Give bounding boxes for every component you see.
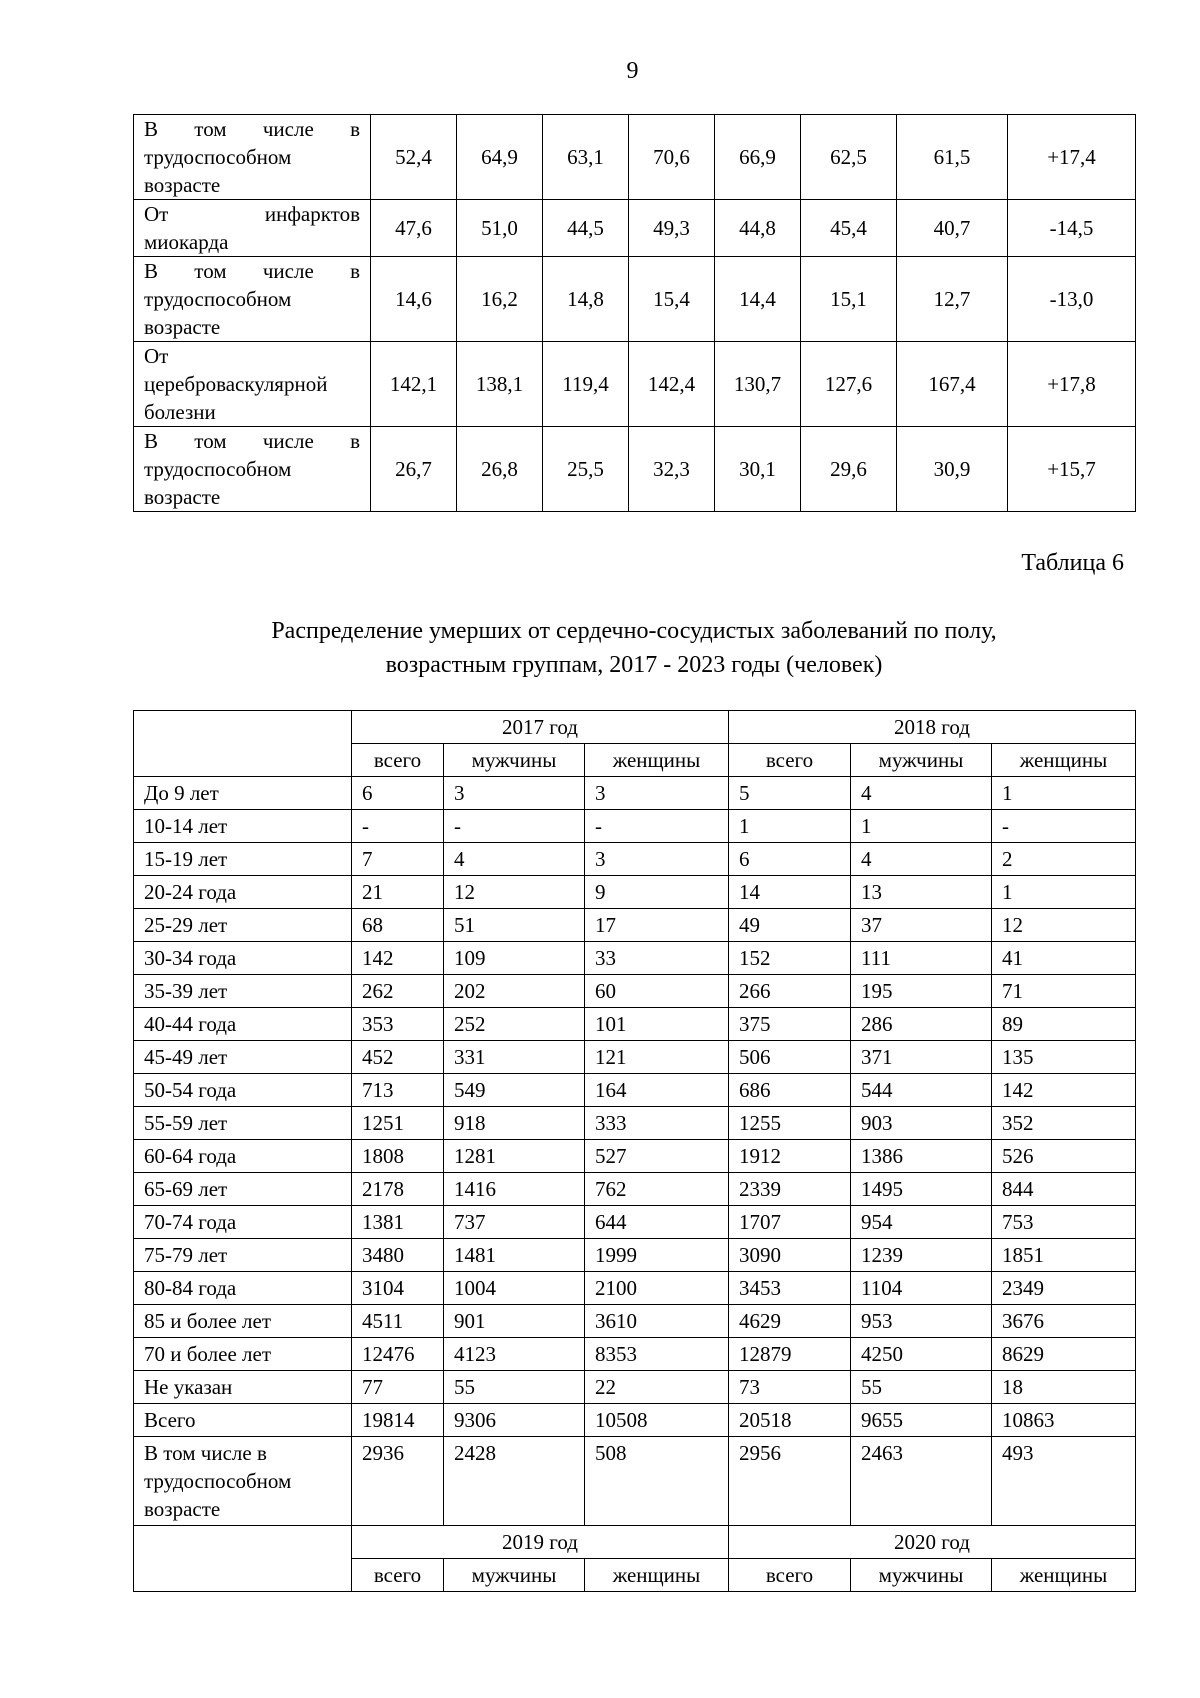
value-cell: 40,7 — [897, 200, 1008, 257]
value-cell: 14,4 — [715, 257, 801, 342]
table-row — [134, 1206, 1136, 1239]
table-row — [134, 1074, 1136, 1107]
value-cell: 526 — [992, 1140, 1136, 1173]
value-cell: 30,9 — [897, 427, 1008, 512]
value-cell: 9 — [585, 876, 729, 909]
row-label-line — [144, 455, 360, 483]
value-cell: 252 — [444, 1008, 585, 1041]
value-cell: 903 — [851, 1107, 992, 1140]
value-cell: 13 — [851, 876, 992, 909]
age-group-cell: 50-54 года — [134, 1074, 352, 1107]
year-header: 2017 год — [352, 711, 729, 744]
value-cell: 10508 — [585, 1404, 729, 1437]
row-label-word: цереброваскулярной — [144, 372, 328, 396]
table-row — [134, 1239, 1136, 1272]
age-group-cell: До 9 лет — [134, 777, 352, 810]
value-cell: 111 — [851, 942, 992, 975]
value-cell: 4 — [444, 843, 585, 876]
row-label-line — [144, 171, 360, 199]
row-label-line — [144, 398, 360, 426]
value-cell: 686 — [729, 1074, 851, 1107]
row-label-word: том — [194, 259, 227, 283]
table-row — [134, 843, 1136, 876]
row-label-word: От — [144, 202, 169, 226]
value-cell: 101 — [585, 1008, 729, 1041]
row-label-word: миокарда — [144, 230, 229, 254]
value-cell: 1 — [992, 777, 1136, 810]
age-group-cell: 10-14 лет — [134, 810, 352, 843]
value-cell: 68 — [352, 909, 444, 942]
value-cell: 5 — [729, 777, 851, 810]
value-cell: +17,8 — [1008, 342, 1136, 427]
value-cell: 49,3 — [629, 200, 715, 257]
value-cell: 8353 — [585, 1338, 729, 1371]
value-cell: +15,7 — [1008, 427, 1136, 512]
value-cell: 3 — [585, 843, 729, 876]
value-cell: 954 — [851, 1206, 992, 1239]
age-group-cell: 70 и более лет — [134, 1338, 352, 1371]
age-group-cell: 40-44 года — [134, 1008, 352, 1041]
value-cell: 14,6 — [371, 257, 457, 342]
table-row — [134, 810, 1136, 843]
value-cell: 1808 — [352, 1140, 444, 1173]
value-cell: 4123 — [444, 1338, 585, 1371]
value-cell: 1 — [729, 810, 851, 843]
value-cell: 51 — [444, 909, 585, 942]
header-corner-cell — [134, 1526, 352, 1592]
row-label-line — [144, 427, 360, 455]
value-cell: 14 — [729, 876, 851, 909]
value-cell: 3090 — [729, 1239, 851, 1272]
value-cell: 7 — [352, 843, 444, 876]
row-label-word: числе — [262, 117, 314, 141]
value-cell: 8629 — [992, 1338, 1136, 1371]
value-cell: 1999 — [585, 1239, 729, 1272]
value-cell: 71 — [992, 975, 1136, 1008]
row-label-word: В — [144, 259, 159, 283]
row-label-line — [144, 200, 360, 228]
value-cell: 32,3 — [629, 427, 715, 512]
subheader-cell: женщины — [992, 744, 1136, 777]
value-cell: 12879 — [729, 1338, 851, 1371]
subheader-cell: всего — [352, 1559, 444, 1592]
row-label-cell — [134, 115, 371, 200]
row-label-word: числе — [262, 259, 314, 283]
subheader-cell: мужчины — [444, 1559, 585, 1592]
value-cell: 1416 — [444, 1173, 585, 1206]
row-label-word: возрасте — [144, 173, 221, 197]
value-cell: 3676 — [992, 1305, 1136, 1338]
header-corner-cell — [134, 711, 352, 777]
table-row — [134, 975, 1136, 1008]
age-group-cell: 45-49 лет — [134, 1041, 352, 1074]
row-label-word: в — [350, 259, 360, 283]
value-cell: 331 — [444, 1041, 585, 1074]
table-title-line: возрастным группам, 2017 - 2023 годы (человек) — [385, 652, 883, 678]
value-cell: 1251 — [352, 1107, 444, 1140]
value-cell: 61,5 — [897, 115, 1008, 200]
row-label-word: в — [350, 117, 360, 141]
year-header: 2020 год — [729, 1526, 1136, 1559]
subheader-cell: всего — [352, 744, 444, 777]
age-group-cell: 25-29 лет — [134, 909, 352, 942]
value-cell: 44,5 — [543, 200, 629, 257]
value-cell: 37 — [851, 909, 992, 942]
value-cell: 6 — [352, 777, 444, 810]
row-label-word: В — [144, 117, 159, 141]
table-row — [134, 115, 1136, 200]
value-cell: 1104 — [851, 1272, 992, 1305]
value-cell: 15,1 — [801, 257, 897, 342]
value-cell: - — [352, 810, 444, 843]
value-cell: 26,7 — [371, 427, 457, 512]
value-cell: +17,4 — [1008, 115, 1136, 200]
value-cell: 4629 — [729, 1305, 851, 1338]
value-cell: 452 — [352, 1041, 444, 1074]
value-cell: 508 — [585, 1437, 729, 1526]
value-cell: 1004 — [444, 1272, 585, 1305]
table-row — [134, 1140, 1136, 1173]
value-cell: 1255 — [729, 1107, 851, 1140]
table-row — [134, 1107, 1136, 1140]
value-cell: - — [444, 810, 585, 843]
row-label-word: трудоспособном — [144, 287, 292, 311]
value-cell: 63,1 — [543, 115, 629, 200]
value-cell: 20518 — [729, 1404, 851, 1437]
value-cell: 2428 — [444, 1437, 585, 1526]
value-cell: 4511 — [352, 1305, 444, 1338]
value-cell: 1851 — [992, 1239, 1136, 1272]
value-cell: 60 — [585, 975, 729, 1008]
table-row — [134, 1371, 1136, 1404]
value-cell: 47,6 — [371, 200, 457, 257]
row-label-word: инфарктов — [264, 202, 360, 226]
value-cell: 644 — [585, 1206, 729, 1239]
value-cell: 844 — [992, 1173, 1136, 1206]
value-cell: 142 — [992, 1074, 1136, 1107]
value-cell: 167,4 — [897, 342, 1008, 427]
value-cell: 55 — [851, 1371, 992, 1404]
row-label-cell — [134, 427, 371, 512]
value-cell: 138,1 — [457, 342, 543, 427]
value-cell: 127,6 — [801, 342, 897, 427]
table-row — [134, 1173, 1136, 1206]
row-label-word: том — [194, 117, 227, 141]
value-cell: 1 — [992, 876, 1136, 909]
row-label-line — [144, 313, 360, 341]
table-row — [134, 1404, 1136, 1437]
value-cell: 45,4 — [801, 200, 897, 257]
value-cell: 30,1 — [715, 427, 801, 512]
value-cell: 66,9 — [715, 115, 801, 200]
value-cell: 3610 — [585, 1305, 729, 1338]
value-cell: - — [992, 810, 1136, 843]
row-label-line: возрасте — [144, 1497, 221, 1521]
value-cell: 17 — [585, 909, 729, 942]
value-cell: 130,7 — [715, 342, 801, 427]
value-cell: 44,8 — [715, 200, 801, 257]
value-cell: 9306 — [444, 1404, 585, 1437]
row-label-word: болезни — [144, 400, 216, 424]
table-title-line: Распределение умерших от сердечно-сосудистых заболеваний по полу, — [271, 618, 997, 644]
value-cell: 527 — [585, 1140, 729, 1173]
value-cell: 2100 — [585, 1272, 729, 1305]
value-cell: 1386 — [851, 1140, 992, 1173]
value-cell: 2463 — [851, 1437, 992, 1526]
value-cell: 73 — [729, 1371, 851, 1404]
value-cell: 544 — [851, 1074, 992, 1107]
age-group-cell: 20-24 года — [134, 876, 352, 909]
value-cell: 753 — [992, 1206, 1136, 1239]
row-label-line — [144, 483, 360, 511]
row-label-line: трудоспособном — [144, 1469, 292, 1493]
value-cell: 1239 — [851, 1239, 992, 1272]
value-cell: 1707 — [729, 1206, 851, 1239]
age-group-cell: 55-59 лет — [134, 1107, 352, 1140]
row-label-word: числе — [262, 429, 314, 453]
value-cell: 352 — [992, 1107, 1136, 1140]
value-cell: 3480 — [352, 1239, 444, 1272]
row-label-word: возрасте — [144, 485, 221, 509]
value-cell: 142 — [352, 942, 444, 975]
value-cell: 52,4 — [371, 115, 457, 200]
value-cell: 51,0 — [457, 200, 543, 257]
value-cell: 901 — [444, 1305, 585, 1338]
value-cell: 119,4 — [543, 342, 629, 427]
age-group-cell: 65-69 лет — [134, 1173, 352, 1206]
value-cell: 713 — [352, 1074, 444, 1107]
value-cell: 121 — [585, 1041, 729, 1074]
row-label-cell — [134, 257, 371, 342]
value-cell: 762 — [585, 1173, 729, 1206]
row-label-line — [144, 257, 360, 285]
table-row — [134, 1008, 1136, 1041]
value-cell: 506 — [729, 1041, 851, 1074]
value-cell: 195 — [851, 975, 992, 1008]
value-cell: 12 — [992, 909, 1136, 942]
value-cell: 22 — [585, 1371, 729, 1404]
value-cell: 2178 — [352, 1173, 444, 1206]
header-years-row — [134, 1526, 1136, 1559]
value-cell: 19814 — [352, 1404, 444, 1437]
value-cell: 737 — [444, 1206, 585, 1239]
row-label-line — [144, 115, 360, 143]
value-cell: 353 — [352, 1008, 444, 1041]
deaths-by-age-sex-table — [133, 710, 1136, 1592]
value-cell: 1495 — [851, 1173, 992, 1206]
value-cell: 493 — [992, 1437, 1136, 1526]
value-cell: 152 — [729, 942, 851, 975]
row-label-line: В том числе в — [144, 1441, 267, 1465]
mortality-rate-table-continuation — [133, 114, 1136, 512]
value-cell: 266 — [729, 975, 851, 1008]
value-cell: 164 — [585, 1074, 729, 1107]
value-cell: 6 — [729, 843, 851, 876]
table-row — [134, 1272, 1136, 1305]
row-label-line — [144, 228, 360, 256]
value-cell: 12,7 — [897, 257, 1008, 342]
value-cell: 2936 — [352, 1437, 444, 1526]
year-header: 2018 год — [729, 711, 1136, 744]
subheader-cell: мужчины — [851, 744, 992, 777]
subheader-cell: мужчины — [444, 744, 585, 777]
row-label-line — [144, 285, 360, 313]
value-cell: 1281 — [444, 1140, 585, 1173]
value-cell: - — [585, 810, 729, 843]
table-row — [134, 1305, 1136, 1338]
value-cell: 2339 — [729, 1173, 851, 1206]
subheader-cell: всего — [729, 1559, 851, 1592]
value-cell: 55 — [444, 1371, 585, 1404]
value-cell: 26,8 — [457, 427, 543, 512]
value-cell: 16,2 — [457, 257, 543, 342]
value-cell: 202 — [444, 975, 585, 1008]
value-cell: 49 — [729, 909, 851, 942]
row-label-cell — [134, 342, 371, 427]
value-cell: 70,6 — [629, 115, 715, 200]
value-cell: 549 — [444, 1074, 585, 1107]
subheader-cell: женщины — [585, 1559, 729, 1592]
row-label-line — [144, 143, 360, 171]
age-group-cell: 30-34 года — [134, 942, 352, 975]
table-row — [134, 257, 1136, 342]
value-cell: 371 — [851, 1041, 992, 1074]
row-label-cell — [134, 200, 371, 257]
age-group-cell: 35-39 лет — [134, 975, 352, 1008]
year-header: 2019 год — [352, 1526, 729, 1559]
value-cell: 1912 — [729, 1140, 851, 1173]
value-cell: 9655 — [851, 1404, 992, 1437]
value-cell: 25,5 — [543, 427, 629, 512]
value-cell: 1381 — [352, 1206, 444, 1239]
age-group-cell — [134, 1437, 352, 1526]
value-cell: 29,6 — [801, 427, 897, 512]
value-cell: 18 — [992, 1371, 1136, 1404]
value-cell: 3 — [444, 777, 585, 810]
value-cell: 2956 — [729, 1437, 851, 1526]
value-cell: 109 — [444, 942, 585, 975]
value-cell: 62,5 — [801, 115, 897, 200]
value-cell: -14,5 — [1008, 200, 1136, 257]
row-label-word: В — [144, 429, 159, 453]
value-cell: 135 — [992, 1041, 1136, 1074]
value-cell: 2349 — [992, 1272, 1136, 1305]
value-cell: 41 — [992, 942, 1136, 975]
table-row — [134, 427, 1136, 512]
subheader-cell: женщины — [585, 744, 729, 777]
value-cell: 4 — [851, 843, 992, 876]
value-cell: 21 — [352, 876, 444, 909]
value-cell: 375 — [729, 1008, 851, 1041]
table-row — [134, 1041, 1136, 1074]
age-group-cell: 85 и более лет — [134, 1305, 352, 1338]
value-cell: 4 — [851, 777, 992, 810]
subheader-cell: женщины — [992, 1559, 1136, 1592]
value-cell: 1481 — [444, 1239, 585, 1272]
table-row — [134, 777, 1136, 810]
subheader-cell: всего — [729, 744, 851, 777]
table-title — [133, 614, 1135, 682]
value-cell: 2 — [992, 843, 1136, 876]
value-cell: 918 — [444, 1107, 585, 1140]
age-group-cell: Не указан — [134, 1371, 352, 1404]
value-cell: 3453 — [729, 1272, 851, 1305]
value-cell: 4250 — [851, 1338, 992, 1371]
value-cell: 953 — [851, 1305, 992, 1338]
value-cell: 89 — [992, 1008, 1136, 1041]
value-cell: 12 — [444, 876, 585, 909]
age-group-cell: 60-64 года — [134, 1140, 352, 1173]
value-cell: 77 — [352, 1371, 444, 1404]
value-cell: 64,9 — [457, 115, 543, 200]
value-cell: 3104 — [352, 1272, 444, 1305]
page-number: 9 — [626, 58, 639, 84]
header-years-row — [134, 711, 1136, 744]
value-cell: 333 — [585, 1107, 729, 1140]
table-number-label: Таблица 6 — [1021, 550, 1124, 576]
value-cell: 12476 — [352, 1338, 444, 1371]
table-row — [134, 909, 1136, 942]
value-cell: 286 — [851, 1008, 992, 1041]
row-label-word: От — [144, 344, 169, 368]
row-label-word: трудоспособном — [144, 457, 292, 481]
row-label-word: трудоспособном — [144, 145, 292, 169]
value-cell: 15,4 — [629, 257, 715, 342]
age-group-cell: 80-84 года — [134, 1272, 352, 1305]
row-label-line — [144, 342, 360, 370]
age-group-cell: 70-74 года — [134, 1206, 352, 1239]
value-cell: 10863 — [992, 1404, 1136, 1437]
age-group-cell: 15-19 лет — [134, 843, 352, 876]
value-cell: 3 — [585, 777, 729, 810]
table-row — [134, 342, 1136, 427]
table-row — [134, 1338, 1136, 1371]
table-row — [134, 942, 1136, 975]
age-group-cell: 75-79 лет — [134, 1239, 352, 1272]
value-cell: 142,4 — [629, 342, 715, 427]
value-cell: 33 — [585, 942, 729, 975]
age-group-cell: Всего — [134, 1404, 352, 1437]
row-label-line — [144, 370, 360, 398]
value-cell: 142,1 — [371, 342, 457, 427]
row-label-word: возрасте — [144, 315, 221, 339]
value-cell: 262 — [352, 975, 444, 1008]
table-row — [134, 200, 1136, 257]
value-cell: -13,0 — [1008, 257, 1136, 342]
table-row — [134, 876, 1136, 909]
subheader-cell: мужчины — [851, 1559, 992, 1592]
value-cell: 1 — [851, 810, 992, 843]
row-label-word: в — [350, 429, 360, 453]
table-row-working-age — [134, 1437, 1136, 1526]
row-label-word: том — [194, 429, 227, 453]
value-cell: 14,8 — [543, 257, 629, 342]
